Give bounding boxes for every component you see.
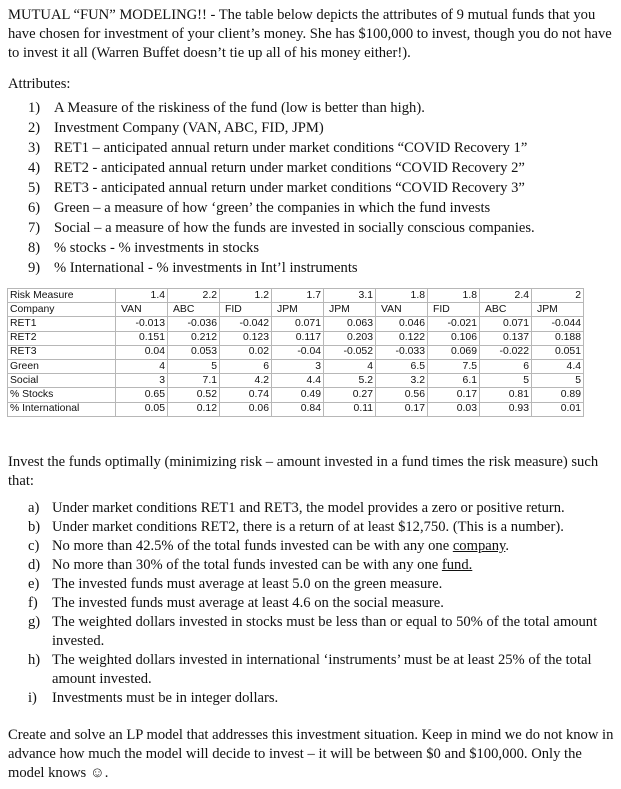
constraint-item [28,651,613,689]
table-row [8,331,584,345]
attribute-item [28,259,535,279]
constraint-text: Under market conditions RET1 and RET3, the model provides a zero or positive return. [52,500,565,516]
constraint-text [52,537,613,556]
table-cell: 1.8 [376,289,428,303]
intro-paragraph: MUTUAL “FUN” MODELING!! - The table below depicts the attributes of 9 mutual funds that you have chosen for investment of your client’s money. She has $100,000 to invest, though you do not have to invest it all (Warren Buffet doesn’t tie up all of his money either!). [8,7,612,61]
table-cell: 6.1 [428,374,480,388]
table-cell: 0.046 [376,317,428,331]
table-cell: 5.2 [324,374,376,388]
attribute-number: 2) [28,120,41,136]
table-cell: -0.033 [376,345,428,359]
constraint-number: h) [28,652,41,668]
row-label: RET2 [8,331,116,345]
constraint-text: The invested funds must average at least 4.6 on the social measure. [52,595,444,611]
table-cell: 0.071 [480,317,532,331]
table-cell: 0.27 [324,388,376,402]
attribute-item [28,179,535,199]
table-cell: 1.2 [220,289,272,303]
table-cell: 1.7 [272,289,324,303]
invest-paragraph: Invest the funds optimally (minimizing risk – amount invested in a fund times the risk measure) such that: [8,454,599,489]
constraint-emphasis: fund. [441,557,473,573]
attribute-item [28,139,535,159]
table-cell: 0.17 [376,402,428,416]
constraints-list [28,499,613,708]
table-cell: 0.01 [532,402,584,416]
constraint-text [52,556,613,575]
table-cell: VAN [376,303,428,317]
row-label: Risk Measure [8,289,116,303]
attribute-number: 4) [28,160,41,176]
attribute-text: RET3 - anticipated annual return under market conditions “COVID Recovery 3” [54,180,525,196]
table-cell: 0.52 [168,388,220,402]
table-cell: 1.4 [116,289,168,303]
table-cell: -0.052 [324,345,376,359]
attribute-item [28,219,535,239]
table-cell: 0.49 [272,388,324,402]
constraint-item [28,556,613,575]
row-label: Company [8,303,116,317]
table-cell: 7.1 [168,374,220,388]
table-cell: 0.11 [324,402,376,416]
constraint-item [28,613,613,651]
table-cell: 2.2 [168,289,220,303]
table-cell: JPM [272,303,324,317]
attribute-number: 9) [28,260,41,276]
attribute-number: 5) [28,180,41,196]
table-cell: -0.042 [220,317,272,331]
table-cell: 3 [116,374,168,388]
table-cell: 0.123 [220,331,272,345]
table-cell: -0.013 [116,317,168,331]
table-cell: 0.81 [480,388,532,402]
table-cell: FID [220,303,272,317]
constraint-text-lead: No more than 42.5% of the total funds invested can be with any one [52,538,453,554]
table-cell: -0.044 [532,317,584,331]
attributes-heading: Attributes: [8,76,71,92]
attribute-text: RET1 – anticipated annual return under market conditions “COVID Recovery 1” [54,140,528,156]
table-cell: 0.053 [168,345,220,359]
table-cell: 0.05 [116,402,168,416]
table-cell: 0.03 [428,402,480,416]
table-cell: 5 [532,374,584,388]
table-cell: 2.4 [480,289,532,303]
table-cell: 5 [168,359,220,373]
constraint-item [28,518,613,537]
table-cell: 0.122 [376,331,428,345]
table-row [8,388,584,402]
table-row [8,359,584,373]
constraint-number: f) [28,595,38,611]
attribute-text: Green – a measure of how ‘green’ the companies in which the fund invests [54,200,491,216]
table-cell: 6 [220,359,272,373]
table-cell: 4 [324,359,376,373]
table-cell: VAN [116,303,168,317]
table-cell: 0.17 [428,388,480,402]
table-row [8,317,584,331]
attributes-list [28,99,535,279]
table-cell: 0.93 [480,402,532,416]
table-cell: 0.84 [272,402,324,416]
row-label: Green [8,359,116,373]
table-cell: 0.04 [116,345,168,359]
row-label: % Stocks [8,388,116,402]
table-cell: 4.2 [220,374,272,388]
table-cell: FID [428,303,480,317]
table-cell: 6.5 [376,359,428,373]
table-cell: 4.4 [272,374,324,388]
constraint-item [28,499,613,518]
table-cell: -0.021 [428,317,480,331]
constraint-number: b) [28,519,41,535]
constraint-text: The weighted dollars invested in international ‘instruments’ must be at least 25% of the total amount invested. [52,652,592,687]
table-cell: 0.071 [272,317,324,331]
table-cell: -0.022 [480,345,532,359]
table-cell: 0.65 [116,388,168,402]
closing-paragraph: Create and solve an LP model that addresses this investment situation. Keep in mind we do not know in advance how much the model will decide to invest – it will be between $0 and $100,000. Only the model knows ☺. [8,727,614,781]
table-cell: -0.036 [168,317,220,331]
constraint-number: g) [28,614,41,630]
attribute-item [28,239,535,259]
table-cell: 4.4 [532,359,584,373]
constraint-item [28,537,613,556]
attribute-text: RET2 - anticipated annual return under market conditions “COVID Recovery 2” [54,160,525,176]
attribute-item [28,119,535,139]
table-cell: 3.1 [324,289,376,303]
table-cell: 0.051 [532,345,584,359]
table-row [8,402,584,416]
constraint-emphasis: company [452,538,506,554]
constraint-number: e) [28,576,40,592]
table-cell: 0.137 [480,331,532,345]
table-cell: 4 [116,359,168,373]
row-label: % International [8,402,116,416]
table-cell: 0.069 [428,345,480,359]
table-cell: 0.56 [376,388,428,402]
table-cell: 0.12 [168,402,220,416]
constraint-number: d) [28,557,41,573]
constraint-text-lead: No more than 30% of the total funds invested can be with any one [52,557,442,573]
table-cell: 3.2 [376,374,428,388]
table-cell: 0.203 [324,331,376,345]
table-cell: 1.8 [428,289,480,303]
attribute-number: 7) [28,220,41,236]
constraint-text: Investments must be in integer dollars. [52,690,279,706]
table-cell: 6 [480,359,532,373]
attribute-number: 8) [28,240,41,256]
constraint-item [28,689,613,708]
constraint-text: The weighted dollars invested in stocks must be less than or equal to 50% of the total amount invested. [52,614,598,649]
table-cell: 0.106 [428,331,480,345]
table-cell: JPM [532,303,584,317]
table-cell: 0.02 [220,345,272,359]
table-cell: 0.188 [532,331,584,345]
table-cell: 0.117 [272,331,324,345]
constraint-number: c) [28,538,40,554]
table-cell: 0.74 [220,388,272,402]
attribute-text: Social – a measure of how the funds are invested in socially conscious companies. [54,220,535,236]
table-cell: 5 [480,374,532,388]
table-cell: 0.063 [324,317,376,331]
fund-attributes-table [7,288,584,417]
attribute-text: % stocks - % investments in stocks [54,240,260,256]
constraint-number: a) [28,500,40,516]
table-cell: 0.212 [168,331,220,345]
table-cell: 0.06 [220,402,272,416]
constraint-text: The invested funds must average at least 5.0 on the green measure. [52,576,443,592]
attribute-number: 6) [28,200,41,216]
table-cell: JPM [324,303,376,317]
table-cell: 2 [532,289,584,303]
attribute-text: Investment Company (VAN, ABC, FID, JPM) [54,120,324,136]
table-cell: 0.151 [116,331,168,345]
constraint-number: i) [28,690,37,706]
attribute-number: 1) [28,100,41,116]
row-label: RET3 [8,345,116,359]
attribute-number: 3) [28,140,41,156]
constraint-text: Under market conditions RET2, there is a return of at least $12,750. (This is a number). [52,519,564,535]
attribute-item [28,159,535,179]
attribute-item [28,199,535,219]
table-cell: ABC [480,303,532,317]
constraint-item [28,575,613,594]
fund-table-body [8,289,584,417]
table-cell: 0.89 [532,388,584,402]
constraint-item [28,594,613,613]
attribute-item [28,99,535,119]
row-label: RET1 [8,317,116,331]
constraint-text-tail: . [505,538,510,554]
table-cell: 3 [272,359,324,373]
row-label: Social [8,374,116,388]
attribute-text: % International - % investments in Int’l instruments [54,260,358,276]
table-row [8,374,584,388]
table-cell: 7.5 [428,359,480,373]
table-cell: -0.04 [272,345,324,359]
attribute-text: A Measure of the riskiness of the fund (low is better than high). [54,100,425,116]
table-row [8,303,584,317]
table-row [8,345,584,359]
table-row [8,289,584,303]
table-cell: ABC [168,303,220,317]
